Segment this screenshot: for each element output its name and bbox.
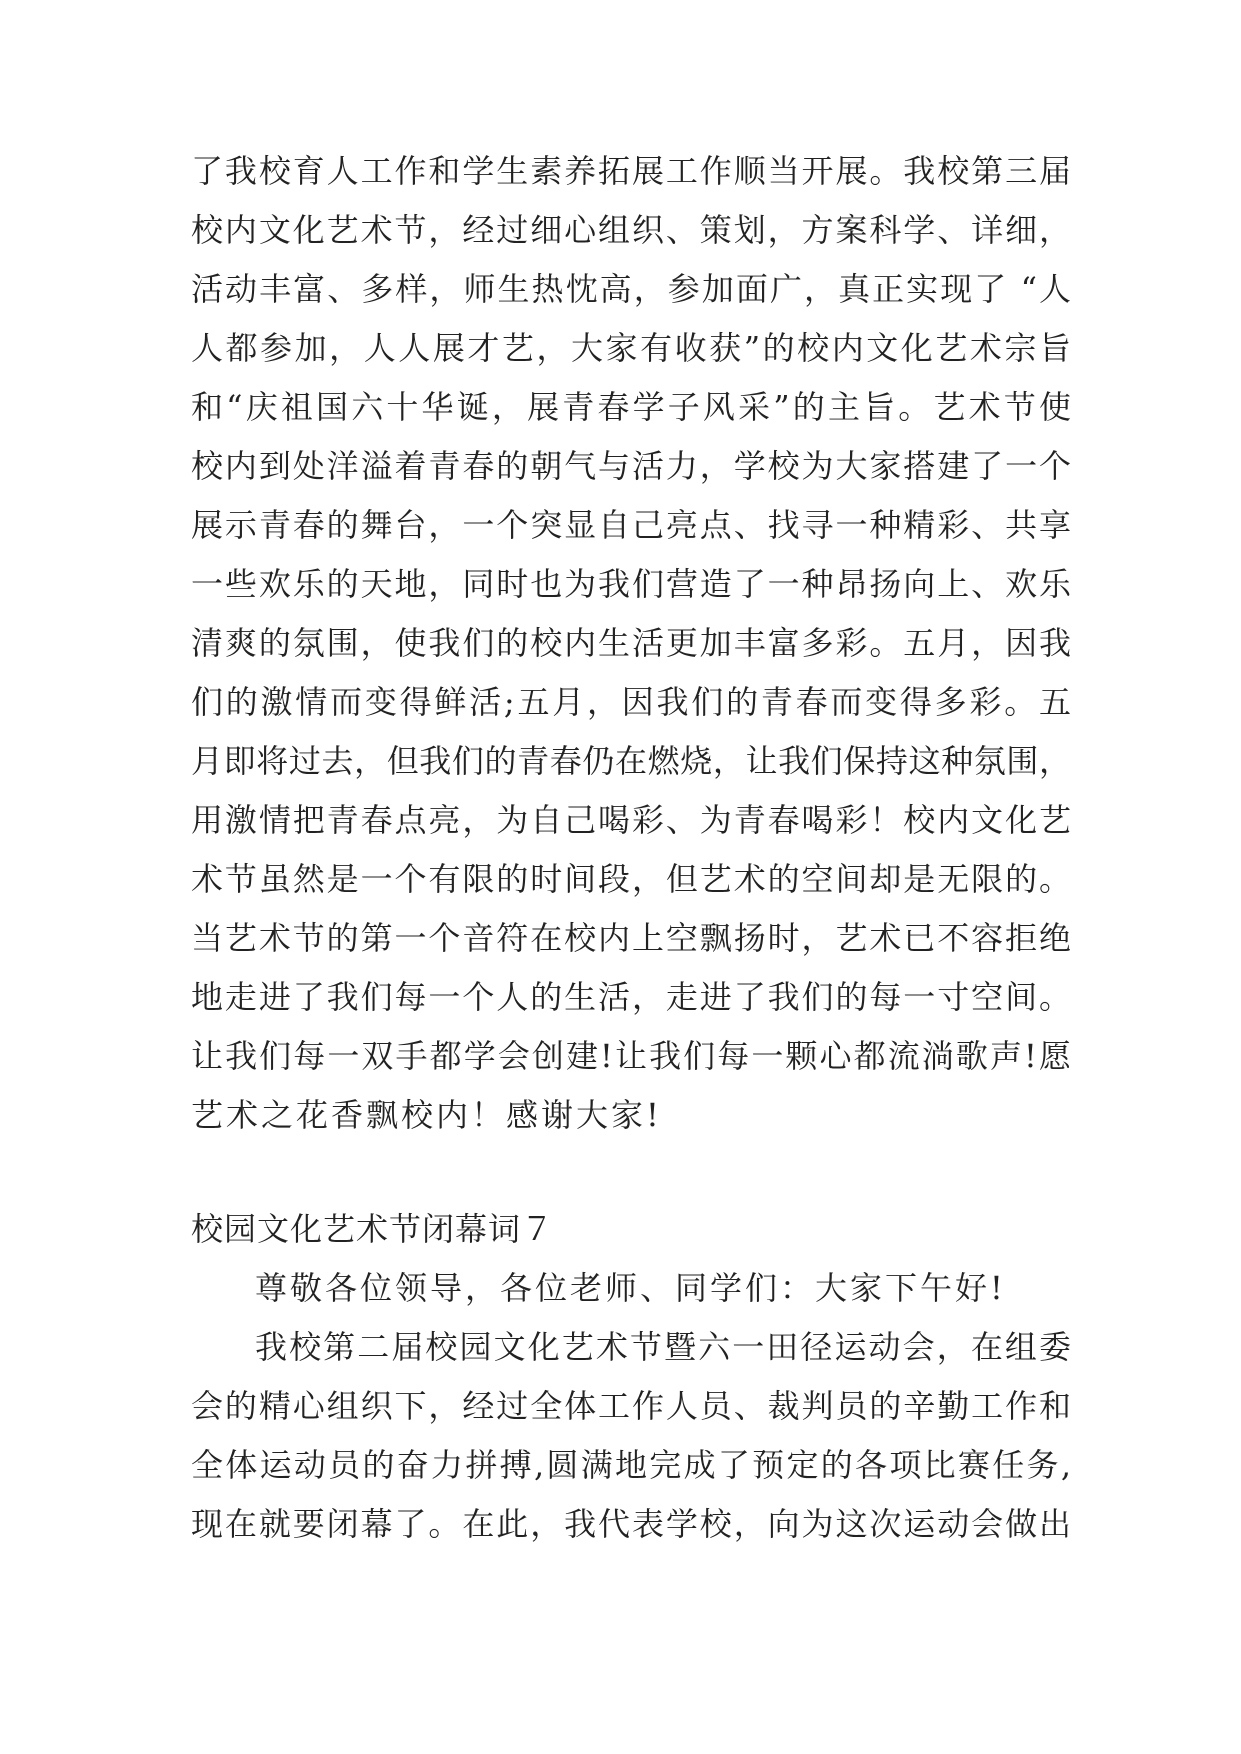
paragraph-line: 人都参加，人人展才艺，大家有收获”的校内文化艺术宗旨 <box>191 329 1071 367</box>
paragraph-line: 地走进了我们每一个人的生活，走进了我们的每一寸空间。 <box>191 978 1071 1016</box>
paragraph-line: 让我们每一双手都学会创建!让我们每一颗心都流淌歌声!愿 <box>191 1037 1071 1075</box>
paragraph-line: 会的精心组织下，经过全体工作人员、裁判员的辛勤工作和 <box>191 1387 1071 1425</box>
section-1-body <box>191 142 1071 1145</box>
paragraph-line: 我校第二届校园文化艺术节暨六一田径运动会，在组委 <box>255 1328 1071 1366</box>
paragraph-line: 一些欢乐的天地，同时也为我们营造了一种昂扬向上、欢乐 <box>191 565 1071 603</box>
paragraph-line: 校内文化艺术节，经过细心组织、策划，方案科学、详细， <box>191 211 1071 249</box>
paragraph-line: 月即将过去，但我们的青春仍在燃烧，让我们保持这种氛围， <box>191 742 1071 780</box>
section-heading: 校园文化艺术节闭幕词７ <box>191 1210 555 1248</box>
paragraph-line: 展示青春的舞台，一个突显自己亮点、找寻一种精彩、共享 <box>191 506 1071 544</box>
paragraph-line: 术节虽然是一个有限的时间段，但艺术的空间却是无限的。 <box>191 860 1071 898</box>
paragraph-line: 了我校育人工作和学生素养拓展工作顺当开展。我校第三届 <box>191 152 1071 190</box>
paragraph-line: 们的激情而变得鲜活;五月，因我们的青春而变得多彩。五 <box>191 683 1071 721</box>
paragraph-line: 活动丰富、多样，师生热忱高，参加面广，真正实现了 “人 <box>191 270 1071 308</box>
greeting-line: 尊敬各位领导，各位老师、同学们：大家下午好! <box>255 1269 1006 1307</box>
paragraph-line: 校内到处洋溢着青春的朝气与活力，学校为大家搭建了一个 <box>191 447 1071 485</box>
paragraph-line: 清爽的氛围，使我们的校内生活更加丰富多彩。五月，因我 <box>191 624 1071 662</box>
paragraph-line: 全体运动员的奋力拼搏,圆满地完成了预定的各项比赛任务, <box>191 1446 1071 1484</box>
paragraph-line: 和“庆祖国六十华诞，展青春学子风采”的主旨。艺术节使 <box>191 388 1071 426</box>
section-2-body <box>191 1259 1071 1554</box>
paragraph-line: 现在就要闭幕了。在此，我代表学校，向为这次运动会做出 <box>191 1505 1071 1543</box>
paragraph-line: 艺术之花香飘校内！感谢大家! <box>191 1096 662 1134</box>
paragraph-line: 用激情把青春点亮，为自己喝彩、为青春喝彩！校内文化艺 <box>191 801 1071 839</box>
paragraph-line: 当艺术节的第一个音符在校内上空飘扬时，艺术已不容拒绝 <box>191 919 1071 957</box>
